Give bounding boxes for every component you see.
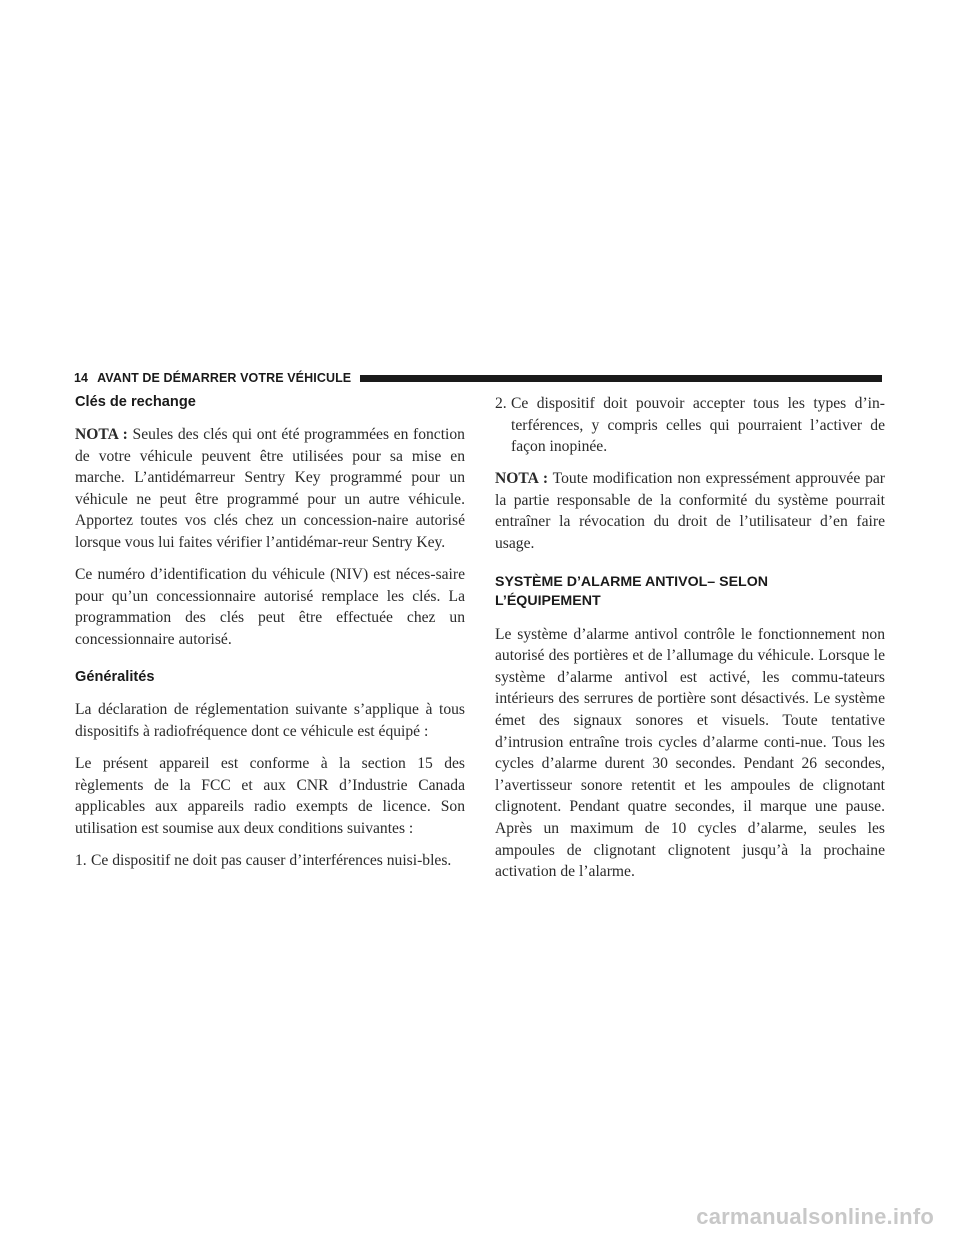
list-item — [495, 393, 885, 458]
section-heading-replacement-keys: Clés de rechange — [75, 394, 196, 410]
watermark-logo: carmanualsonline.info — [696, 1204, 934, 1229]
left-column — [75, 393, 465, 882]
section-heading-alarm — [495, 573, 885, 611]
niv-paragraph: Ce numéro d’identification du véhicule (NIV) est néces-saire pour qu’un concessionnaire autorisé remplace les clés. La programmation des clés peut être effectuée chez un concessionnaire autorisé. — [75, 566, 465, 648]
page-header — [74, 369, 882, 387]
fcc-paragraph: Le présent appareil est conforme à la section 15 des règlements de la FCC et aux CNR d’Industrie Canada applicables aux appareils radio exempts de licence. Son utilisation est soumise aux deux conditions suivantes : — [75, 755, 465, 837]
declaration-paragraph: La déclaration de réglementation suivante s’applique à tous dispositifs à radiofréquence dont ce véhicule est équipé : — [75, 701, 465, 741]
nota-text: Seules des clés qui ont été programmées en fonction de votre véhicule peuvent être utilisées pour sa mise en marche. L’antidémarreur Sentry Key programmé pour un véhicule ne peut être programmé pour un autre véhicule. Apportez toutes vos clés chez un concession-naire autorisé lorsque vous lui faites vérifier l’antidémar-reur Sentry Key. — [75, 426, 465, 551]
page-number: 14 — [74, 371, 89, 385]
section-heading-line: L’ÉQUIPEMENT — [495, 592, 601, 609]
list-text: Ce dispositif doit pouvoir accepter tous les types d’in-terférences, y compris celles qui pourraient l’activer de façon inopinée. — [511, 395, 885, 456]
chapter-title: AVANT DE DÉMARRER VOTRE VÉHICULE — [97, 371, 352, 385]
list-number: 2. — [495, 395, 507, 412]
nota-paragraph — [75, 424, 465, 554]
section-heading-general: Généralités — [75, 669, 155, 686]
nota-label: NOTA : — [495, 470, 549, 488]
right-column — [495, 393, 885, 893]
header-rule — [360, 375, 882, 382]
nota-label: NOTA : — [75, 426, 128, 443]
alarm-paragraph: Le système d’alarme antivol contrôle le fonctionnement non autorisé des portières et de l’allumage du véhicule. Lorsque le système d’alarme antivol est activé, les commu-tateurs intérieurs des serrures de portière sont désactivés. Le système émet des signaux sonores et visuels. Toute tentative d’intrusion entraîne trois cycles d’alarme conti-nue. Tous les cycles d’alarme durent 30 secondes. Pendant 26 secondes, l’avertisseur sonore retentit et les ampoules de clignotant clignotent. Pendant quatre secondes, il marque une pause. Après un maximum de 10 cycles d’alarme, seules les ampoules de clignotant clignotent jusqu’à la prochaine activation de l’alarme. — [495, 625, 885, 881]
list-text: Ce dispositif ne doit pas causer d’interférences nuisi-bles. — [91, 852, 452, 869]
nota-paragraph — [495, 468, 885, 554]
section-heading-line: SYSTÈME D’ALARME ANTIVOL– SELON — [495, 573, 768, 590]
list-number: 1. — [75, 852, 87, 869]
list-item — [75, 850, 465, 872]
nota-text: Toute modification non expressément approuvée par la partie responsable de la conformité du système pourrait entraîner la révocation du droit de l’utilisateur d’en faire usage. — [495, 470, 885, 553]
